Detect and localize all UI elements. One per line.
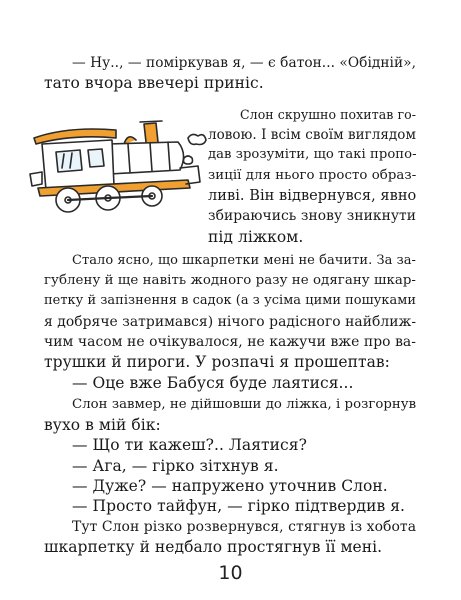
text-line: ловою. І всім своїм виглядом: [208, 127, 416, 143]
text-line: Слон завмер, не дійшовши до ліжка, і розгорнув: [72, 396, 417, 412]
text-line: шкарпетку й недбало простягнув її мені.: [44, 538, 383, 556]
text-line: я добряче затримався) нічого радісного найближ-: [44, 313, 417, 330]
text-line: гублену й ще навіть жодного разу не одягану шкар-: [44, 273, 416, 288]
text-line: — Ага, — гірко зітхнув я.: [72, 456, 279, 475]
text-line: тато вчора ввечері приніс.: [44, 74, 264, 93]
text-line: трушки й пироги. У розпачі я прошептав:: [44, 353, 390, 372]
text-line: чим часом не очікувалося, не кажучи вже про ва-: [44, 333, 416, 350]
text-line: Слон скрушно похитав го-: [240, 106, 416, 122]
text-line: — Оце вже Бабуся буде лаятися...: [72, 373, 354, 392]
steam-locomotive-icon: [28, 108, 208, 218]
text-line: Стало ясно, що шкарпетки мені не бачити. За за-: [72, 252, 416, 268]
text-line: зиції для нього просто образ-: [208, 167, 417, 183]
text-line: петку й запізнення в садок (а з усіма цими пошуками: [44, 293, 416, 309]
text-line: — Дуже? — напружено уточнив Слон.: [72, 477, 388, 495]
text-line: дав зрозуміти, що такі пропо-: [208, 147, 417, 163]
text-line: під ліжком.: [208, 227, 304, 246]
page-number: 10: [218, 562, 243, 584]
text-line: — Ну.., — поміркував я, — є батон... «Обідній»,: [72, 55, 417, 71]
text-line: ливі. Він відвернувся, явно: [208, 188, 417, 204]
text-line: — Що ти кажеш?.. Лаятися?: [72, 436, 307, 455]
text-line: — Просто тайфун, — гірко підтвердив я.: [72, 497, 406, 516]
text-line: вухо в мій бік:: [44, 416, 161, 435]
text-line: збираючись знову зникнути: [208, 208, 416, 225]
text-line: Тут Слон різко розвернувся, стягнув із хобота: [72, 518, 417, 535]
